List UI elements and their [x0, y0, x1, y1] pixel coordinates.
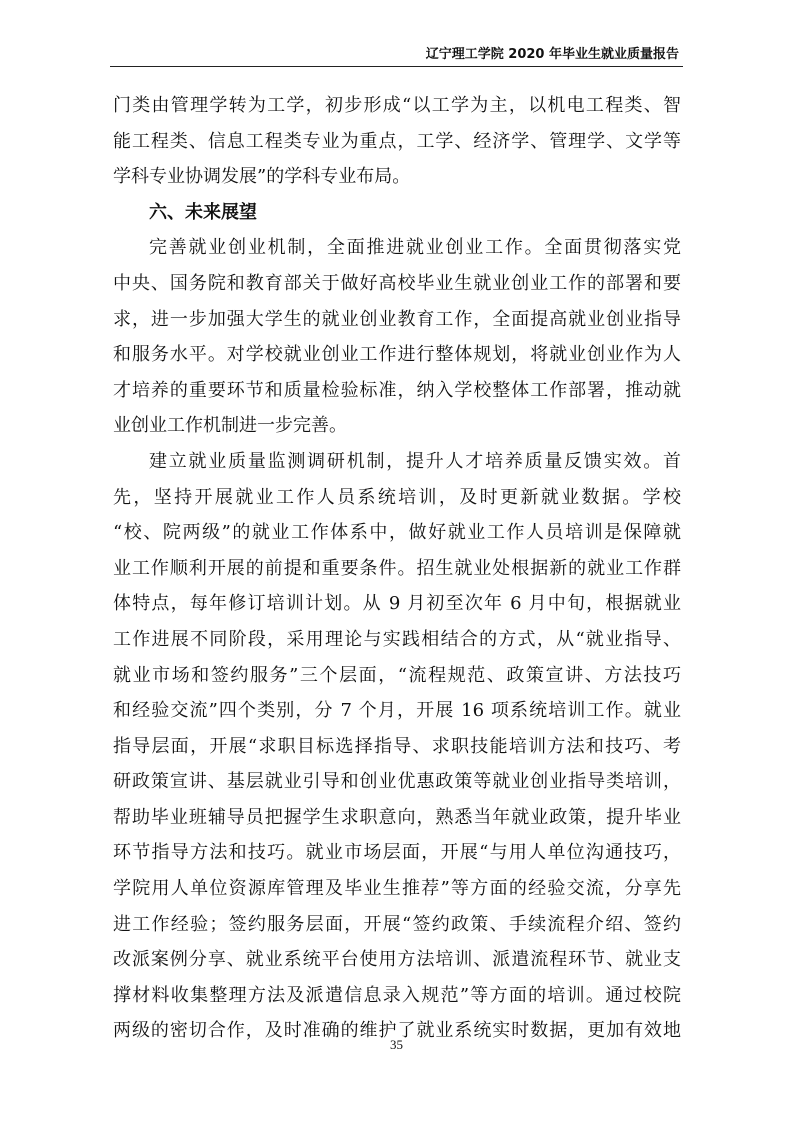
paragraph-line: 研政策宣讲、基层就业引导和创业优惠政策等就业创业指导类培训， [113, 771, 681, 793]
paragraph-line: 完善就业创业机制，全面推进就业创业工作。全面贯彻落实党 [149, 237, 681, 259]
section-heading: 六、未来展望 [149, 201, 257, 223]
header-title: 辽宁理工学院 2020 年毕业生就业质量报告 [425, 47, 679, 62]
paragraph-line: 体特点，每年修订培训计划。从 9 月初至次年 6 月中旬，根据就业 [113, 593, 681, 615]
body-text [113, 88, 681, 1049]
paragraph-line: 环节指导方法和技巧。就业市场层面，开展“与用人单位沟通技巧， [113, 842, 681, 864]
page-number: 35 [390, 1037, 403, 1052]
paragraph-line: 学科专业协调发展”的学科专业布局。 [113, 166, 411, 188]
paragraph-line: 求，进一步加强大学生的就业创业教育工作，全面提高就业创业指导 [113, 308, 681, 330]
paragraph-line: 业工作顺利开展的前提和重要条件。招生就业处根据新的就业工作群 [113, 557, 681, 579]
paragraph-line: 门类由管理学转为工学，初步形成“以工学为主，以机电工程类、智 [113, 95, 681, 116]
paragraph-line: 先，坚持开展就业工作人员系统培训，及时更新就业数据。学校 [113, 486, 681, 508]
paragraph-line: 撑材料收集整理方法及派遣信息录入规范”等方面的培训。通过校院 [113, 984, 681, 1006]
paragraph-line: 两级的密切合作，及时准确的维护了就业系统实时数据，更加有效地 [113, 1020, 681, 1042]
page-header [110, 45, 683, 67]
paragraph-line: 建立就业质量监测调研机制，提升人才培养质量反馈实效。首 [149, 450, 681, 472]
paragraph-line: 学院用人单位资源库管理及毕业生推荐”等方面的经验交流，分享先 [113, 878, 681, 900]
paragraph-line: 就业市场和签约服务”三个层面，“流程规范、政策宣讲、方法技巧 [113, 664, 681, 686]
paragraph-line: 能工程类、信息工程类专业为重点，工学、经济学、管理学、文学等 [113, 130, 681, 152]
paragraph-line: 进工作经验；签约服务层面，开展“签约政策、手续流程介绍、签约 [113, 913, 681, 935]
paragraph-line: “校、院两级”的就业工作体系中，做好就业工作人员培训是保障就 [113, 522, 681, 544]
paragraph-line: 和经验交流”四个类别，分 7 个月，开展 16 项系统培训工作。就业 [113, 700, 681, 722]
paragraph-line: 和服务水平。对学校就业创业工作进行整体规划，将就业创业作为人 [113, 344, 681, 366]
paragraph-line: 业创业工作机制进一步完善。 [113, 415, 347, 437]
paragraph-line: 指导层面，开展“求职目标选择指导、求职技能培训方法和技巧、考 [113, 735, 681, 757]
paragraph-line: 帮助毕业班辅导员把握学生求职意向，熟悉当年就业政策，提升毕业 [113, 806, 681, 828]
paragraph-line: 改派案例分享、就业系统平台使用方法培训、派遣流程环节、就业支 [113, 949, 681, 971]
paragraph-line: 工作进展不同阶段，采用理论与实践相结合的方式，从“就业指导、 [113, 628, 681, 650]
paragraph-line: 中央、国务院和教育部关于做好高校毕业生就业创业工作的部署和要 [113, 272, 681, 294]
paragraph-line: 才培养的重要环节和质量检验标准，纳入学校整体工作部署，推动就 [113, 379, 681, 401]
